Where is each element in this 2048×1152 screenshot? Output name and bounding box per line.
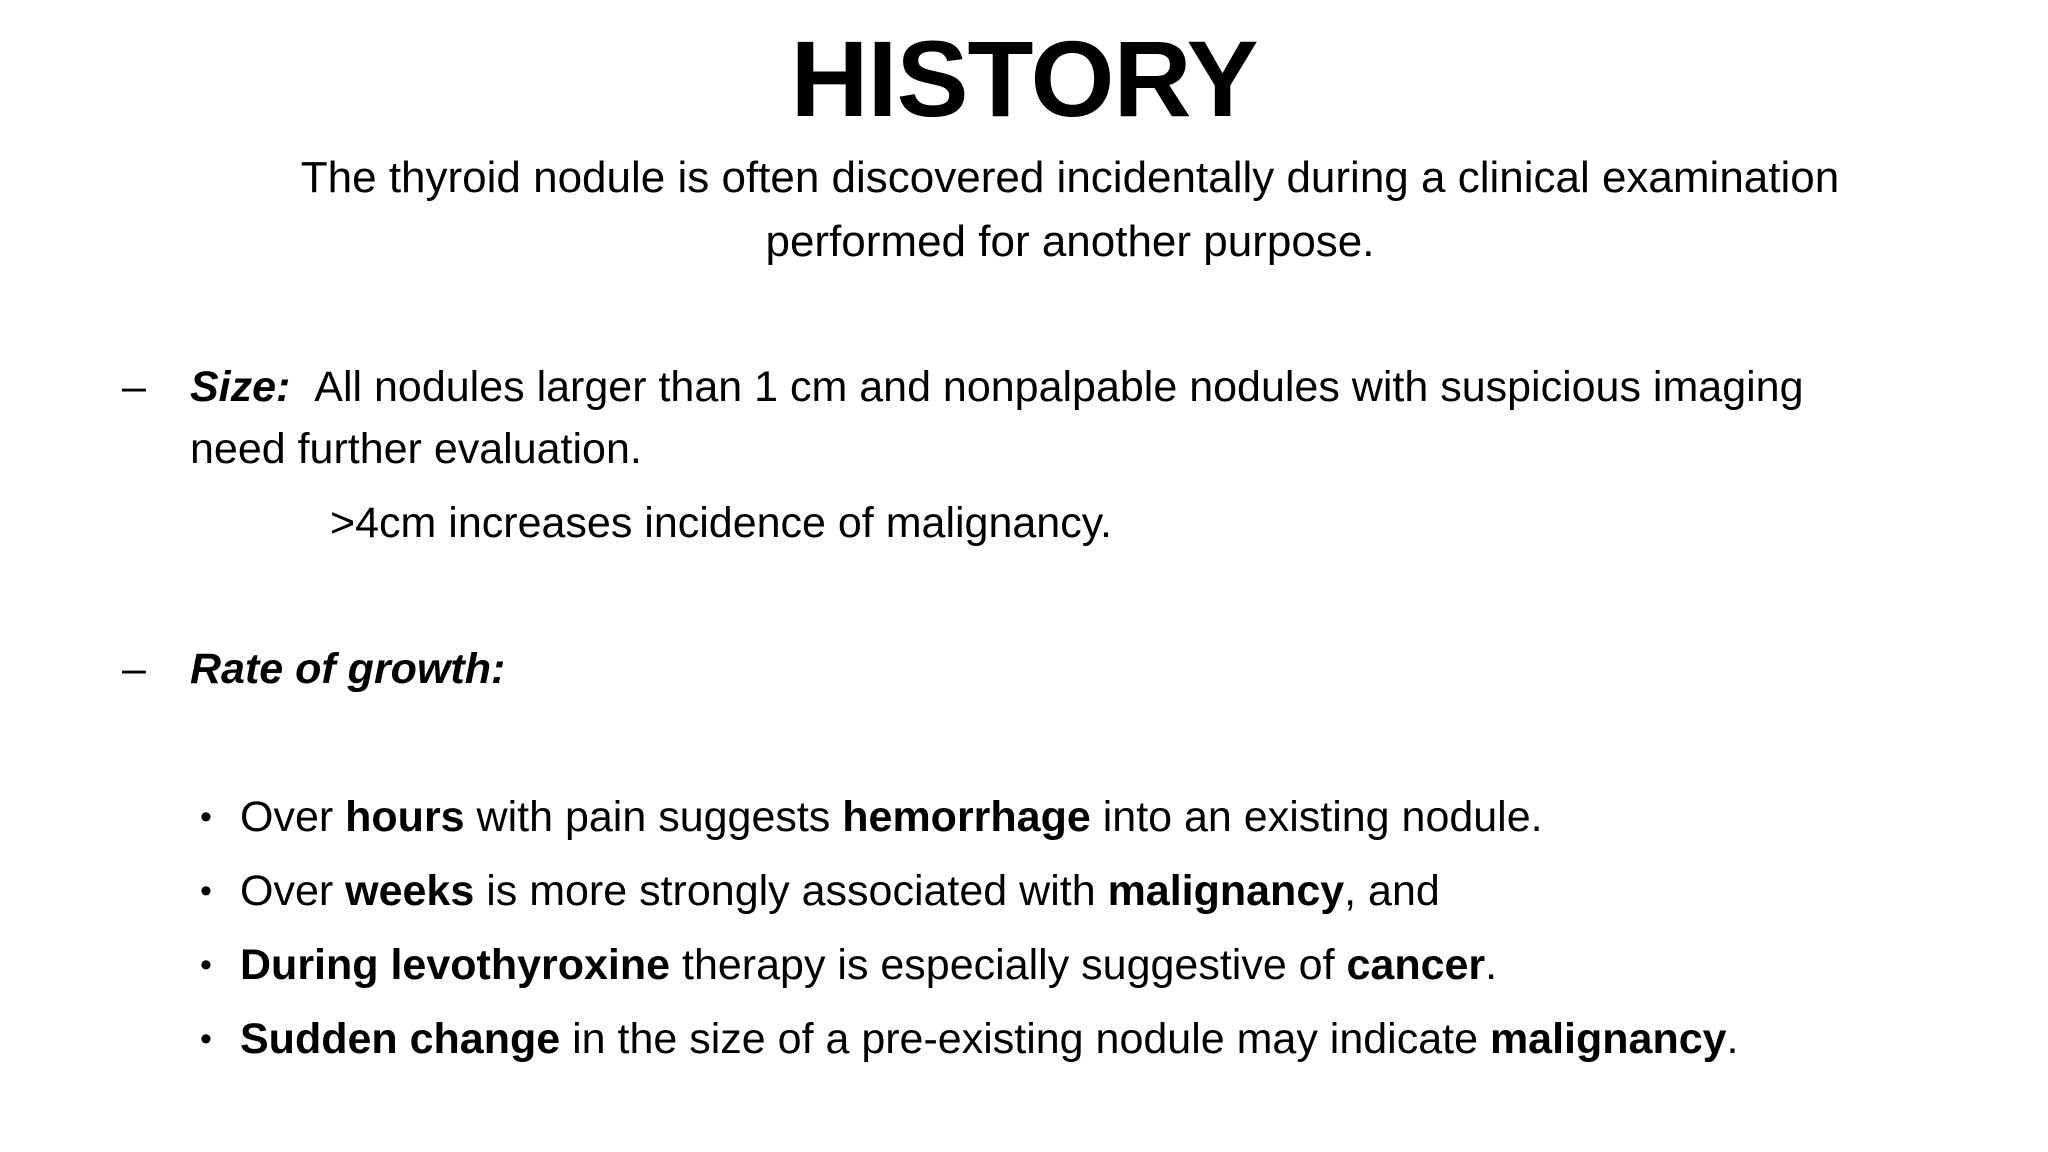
subtitle-line: performed for another purpose. [765, 217, 1375, 266]
rate-label: Rate of growth: [190, 645, 506, 693]
size-text-line-2: need further evaluation. [190, 425, 642, 473]
bullet-part: , and [1344, 867, 1440, 915]
bullet-part: in the size of a pre-existing nodule may indicate [560, 1015, 1490, 1063]
slide-subtitle [200, 146, 1940, 274]
bullet-dot: • [200, 1020, 212, 1058]
growth-bullet-list [200, 786, 2020, 1082]
bullet-part-bold: weeks [345, 867, 475, 915]
slide-title: HISTORY [790, 18, 1258, 139]
bullet-part: therapy is especially suggestive of [670, 941, 1347, 989]
bullet-part: Over [240, 793, 346, 841]
size-note: >4cm increases incidence of malignancy. [330, 499, 1112, 547]
bullet-part: into an existing nodule. [1090, 793, 1543, 841]
dash-marker: – [122, 363, 146, 411]
list-item [200, 860, 2020, 934]
bullet-dot: • [200, 798, 212, 836]
bullet-text [240, 786, 1543, 848]
dash-marker: – [122, 645, 146, 693]
size-label: Size: [190, 363, 291, 411]
list-item [200, 786, 2020, 860]
bullet-part-bold: hemorrhage [842, 793, 1091, 841]
bullet-part-bold: malignancy [1489, 1015, 1727, 1063]
bullet-part-bold: cancer [1346, 941, 1486, 989]
bullet-dot: • [200, 946, 212, 984]
bullet-part: is more strongly associated with [474, 867, 1108, 915]
bullet-text [240, 860, 1440, 922]
bullet-part-bold: malignancy [1107, 867, 1345, 915]
rate-item-content [190, 638, 2048, 700]
bullet-part-bold: hours [345, 793, 465, 841]
bullet-part: . [1726, 1015, 1739, 1063]
list-item [200, 1008, 2020, 1082]
bullet-text [240, 1008, 1739, 1070]
size-item-content [190, 356, 2048, 480]
bullet-part: Over [240, 867, 346, 915]
list-item [200, 934, 2020, 1008]
bullet-part-bold: Sudden change [240, 1015, 561, 1063]
subtitle-line: The thyroid nodule is often discovered incidentally during a clinical examination [300, 153, 1840, 202]
bullet-dot: • [200, 872, 212, 910]
bullet-part: with pain suggests [464, 793, 843, 841]
size-text-line-1: All nodules larger than 1 cm and nonpalpable nodules with suspicious imaging [314, 363, 1804, 411]
bullet-text [240, 934, 1497, 996]
size-item-line-1 [190, 356, 2048, 418]
bullet-part-bold: During levothyroxine [240, 941, 671, 989]
bullet-part: . [1485, 941, 1498, 989]
